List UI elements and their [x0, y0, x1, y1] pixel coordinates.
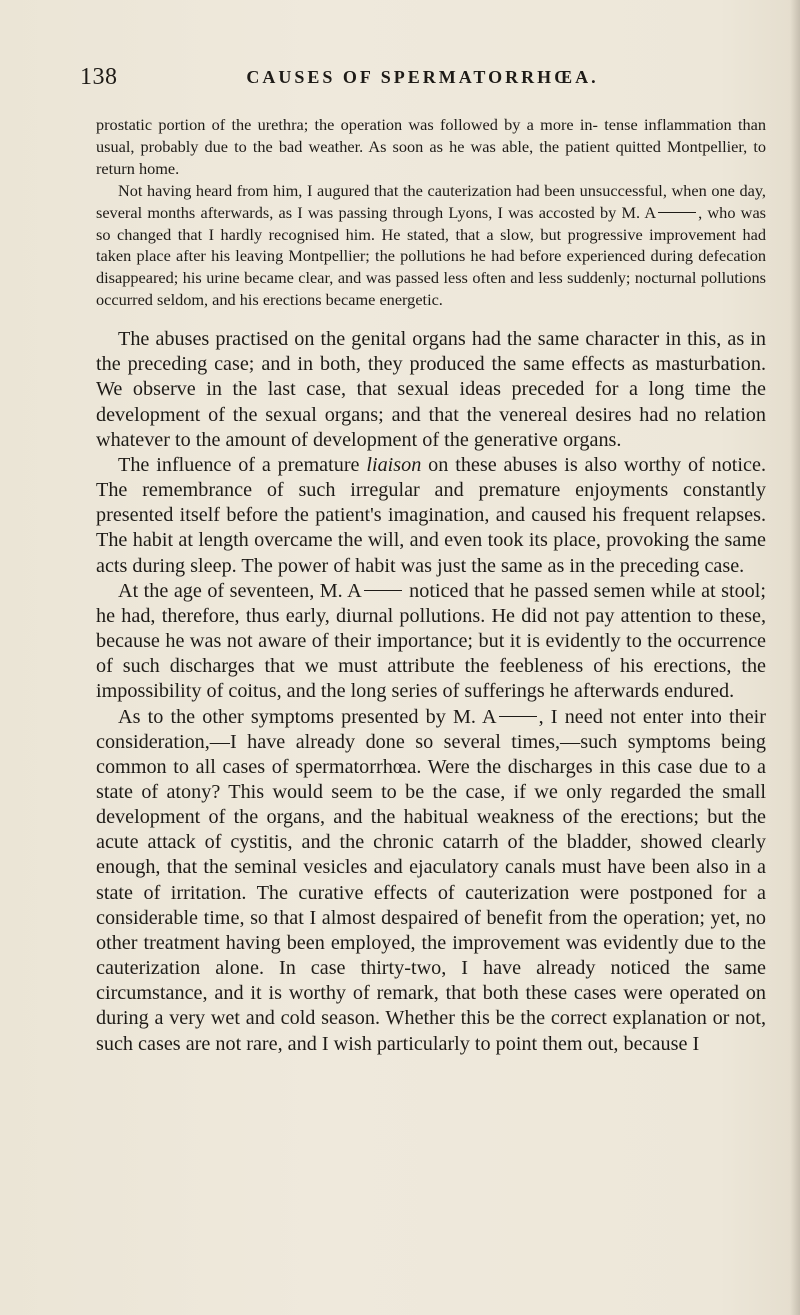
small-print-section: [96, 114, 766, 311]
paragraph-age-seventeen: At the age of seventeen, M. A noticed that he passed semen while at stool; he had, therefore, thus early, diurnal pollutions. He did not pay attention to these, because he was not aware of their importance; but it is evidently to the occurrence of such discharges that we must attribute the feebleness of his erections, the impossibility of coitus, and the long series of sufferings he afterwards endured.: [96, 579, 766, 703]
large-print-section: [96, 327, 766, 1057]
page-edge-shadow: [790, 0, 800, 1315]
paragraph-other-symptoms: As to the other symptoms presented by M. A , I need not enter into their consideration,—I have already done so several times,—such symptoms being common to all cases of spermatorrhœa. Were the discharges in this case due to a state of atony? This would seem to be the case, if we only regarded the small development of the organs, and the habitual weakness of the erections; but the acute attack of cystitis, and the chronic catarrh of the bladder, showed clearly enough, that the seminal vesicles and ejaculatory canals must have been also in a state of irritation. The curative effects of cauterization were postponed for a considerable time, so that I almost despaired of benefit from the operation; yet, no other treatment having been employed, the improvement was evidently due to the cauterization alone. In case thirty-two, I have already noticed the same circumstance, and it is worthy of remark, that both these cases were operated on during a very wet and cold season. Whether this be the correct explanation or not, such cases are not rare, and I wish particularly to point them out, because I: [96, 705, 766, 1055]
paragraph-liaison: The influence of a premature liaison on these abuses is also worthy of notice. The remembrance of such irregular and premature enjoyments constantly presented itself before the patient's imagination, and caused his frequent relapses. The habit at length overcame the will, and even took its place, provoking the same acts during sleep. The power of habit was just the same as in the preceding case.: [96, 453, 766, 577]
paragraph-abuses: The abuses practised on the genital organs had the same character in this, as in the preceding case; and in both, they produced the same effects as masturbation. We observe in the last case, that sexual ideas preceded for a long time the development of the sexual organs; and that the venereal desires had no relation whatever to the amount of development of the generative organs.: [96, 328, 766, 451]
italic-term: liaison: [366, 453, 422, 476]
paragraph-cauterization-outcome: Not having heard from him, I augured that the cauterization had been unsuccessful, when one day, several months afterwards, as I was passing through Lyons, I was accosted by M. A , who was so changed that I hardly recognised him. He stated, that a slow, but progressive improvement had taken place after his leaving Montpellier; the pollutions he had before experienced during defecation disappeared; his urine became clear, and was passed less often and less suddenly; nocturnal pollutions occurred seldom, and his erections became energetic.: [96, 180, 767, 310]
name-dash: [364, 590, 402, 591]
page-number: 138: [80, 64, 118, 90]
running-head: CAUSES OF SPERMATORRHŒA.: [246, 67, 599, 87]
paragraph-continued: prostatic portion of the urethra; the operation was followed by a more in- tense inflammation than usual, probably due to the bad weather. As soon as he was able, the patient quitted Montpellier, to return home.: [96, 115, 767, 178]
name-dash: [658, 212, 696, 213]
name-dash: [499, 716, 537, 717]
page-header: [80, 64, 765, 94]
page-text: [96, 114, 766, 1057]
